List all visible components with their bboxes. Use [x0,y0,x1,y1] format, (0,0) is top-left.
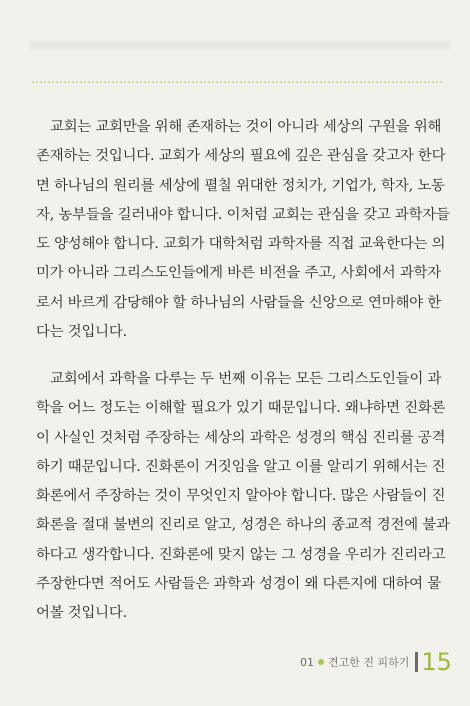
text-line: 미가 아니라 그리스도인들에게 바른 비전을 주고, 사회에서 과학자 [36,265,441,282]
bullet-dot-icon [318,659,324,665]
paragraph-2 [36,365,450,629]
text-line: 면 하나님의 원리를 세상에 펼칠 위대한 정치가, 기업가, 학자, 노동 [36,177,445,194]
text-line: 어볼 것입니다. [36,605,127,622]
chapter-title: 견고한 진 피하기 [328,656,410,669]
faint-header-bleed [30,38,450,52]
chapter-number: 01 [300,655,314,669]
header-divider [32,81,442,83]
paragraph-1 [36,113,450,347]
text-line: 하다고 생각합니다. 진화론에 맞지 않는 그 성경을 우리가 진리라고 [36,546,446,563]
text-line: 주장한다면 적어도 사람들은 과학과 성경이 왜 다른지에 대하여 물 [36,576,441,593]
text-line: 이 사실인 것처럼 주장하는 세상의 과학은 성경의 핵심 진리를 공격 [36,429,446,446]
text-line: 자, 농부들을 길러내야 합니다. 이처럼 교회는 관심을 갖고 과학자들 [36,206,450,223]
page-number: 15 [421,648,452,676]
running-footer [300,650,452,674]
text-line: 화론을 절대 불변의 진리로 알고, 성경은 하나의 종교적 경전에 불과 [36,517,450,534]
text-line: 다는 것입니다. [36,324,127,341]
text-line: 화론에서 주장하는 것이 무엇인지 알아야 합니다. 많은 사람들이 진 [36,488,446,505]
text-line: 학을 어느 정도는 이해할 필요가 있기 때문입니다. 왜냐하면 진화론 [36,400,446,417]
text-line: 교회는 교회만을 위해 존재하는 것이 아니라 세상의 구원을 위해 [50,119,442,135]
text-line: 도 양성해야 합니다. 교회가 대학처럼 과학자를 직접 교육한다는 의 [36,236,446,253]
separator-bar [415,652,418,672]
text-line: 로서 바르게 감당해야 할 하나님의 사람들을 신앙으로 연마해야 한 [36,294,441,311]
text-line: 하기 때문입니다. 진화론이 거짓임을 알고 이를 알리기 위해서는 진 [36,458,446,475]
text-line: 교회에서 과학을 다루는 두 번째 이유는 모든 그리스도인들이 과 [50,371,442,387]
text-line: 존재하는 것입니다. 교회가 세상의 필요에 깊은 관심을 갖고자 한다 [36,148,446,165]
